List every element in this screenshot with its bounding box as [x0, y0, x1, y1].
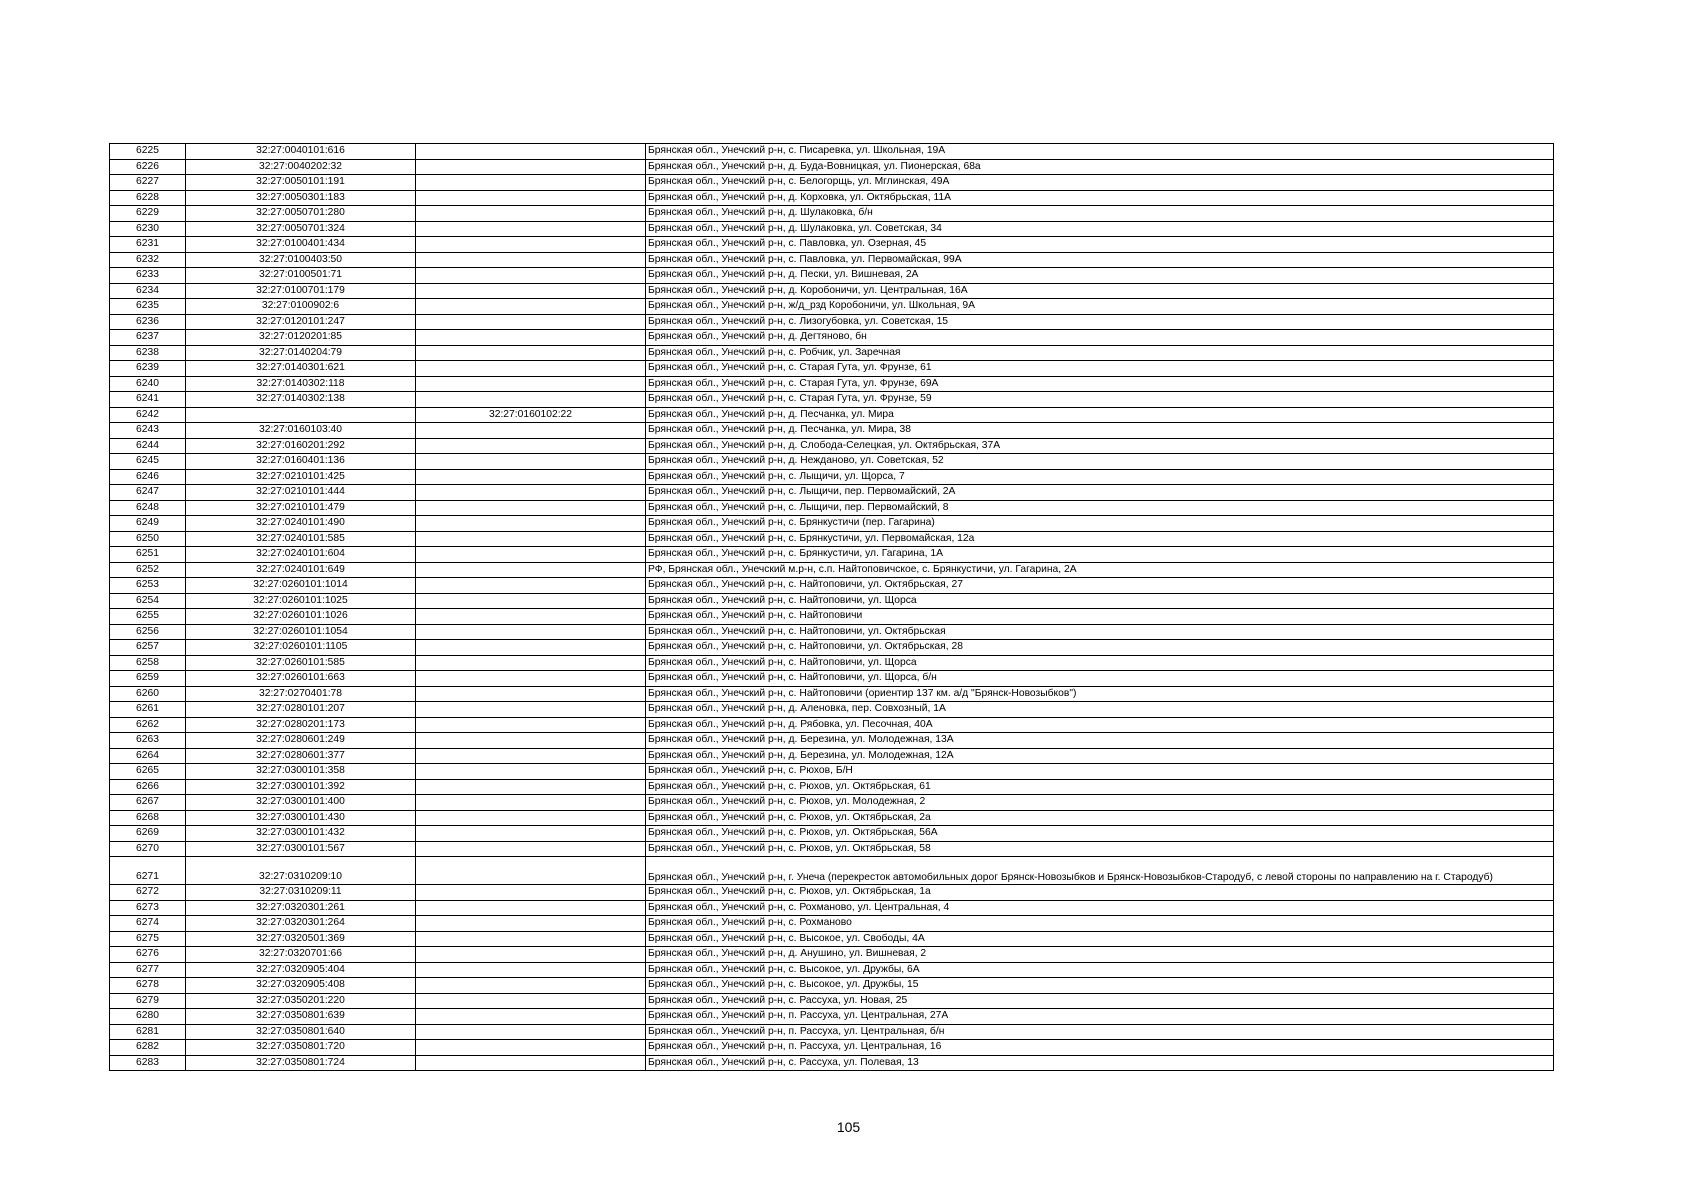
row-number-cell: 6237: [110, 330, 186, 346]
address-cell: Брянская обл., Унечский р-н, с. Лизогубовка, ул. Советская, 15: [646, 314, 1554, 330]
table-row: [110, 469, 1554, 485]
cadastral-number-cell: 32:27:0350801:724: [186, 1055, 416, 1071]
cadastral-number-alt-cell: [416, 686, 646, 702]
address-cell: Брянская обл., Унечский р-н, с. Рюхов, ул. Молодежная, 2: [646, 795, 1554, 811]
table-row: [110, 221, 1554, 237]
row-number-cell: 6282: [110, 1040, 186, 1056]
address-cell: Брянская обл., Унечский р-н, д. Шулаковка, б/н: [646, 206, 1554, 222]
address-cell: Брянская обл., Унечский р-н, с. Лыщичи, пер. Первомайский, 2А: [646, 485, 1554, 501]
cadastral-number-alt-cell: [416, 841, 646, 857]
address-cell: Брянская обл., Унечский р-н, с. Павловка, ул. Озерная, 45: [646, 237, 1554, 253]
table-row: [110, 299, 1554, 315]
cadastral-number-cell: 32:27:0140302:138: [186, 392, 416, 408]
cadastral-number-cell: 32:27:0300101:432: [186, 826, 416, 842]
address-cell: Брянская обл., Унечский р-н, с. Лыщичи, ул. Щорса, 7: [646, 469, 1554, 485]
row-number-cell: 6277: [110, 962, 186, 978]
table-row: [110, 392, 1554, 408]
table-row: [110, 795, 1554, 811]
cadastral-number-alt-cell: [416, 624, 646, 640]
cadastral-number-cell: 32:27:0260101:1026: [186, 609, 416, 625]
address-cell: Брянская обл., Унечский р-н, с. Найтоповичи (ориентир 137 км. а/д "Брянск-Новозыбков"): [646, 686, 1554, 702]
address-cell: Брянская обл., Унечский р-н, с. Старая Гута, ул. Фрунзе, 69А: [646, 376, 1554, 392]
cadastral-number-alt-cell: [416, 159, 646, 175]
table-row: [110, 206, 1554, 222]
row-number-cell: 6248: [110, 500, 186, 516]
cadastral-number-cell: 32:27:0300101:400: [186, 795, 416, 811]
table-row: [110, 748, 1554, 764]
cadastral-number-alt-cell: [416, 962, 646, 978]
cadastral-number-cell: 32:27:0300101:358: [186, 764, 416, 780]
row-number-cell: 6281: [110, 1024, 186, 1040]
cadastral-number-alt-cell: [416, 779, 646, 795]
cadastral-number-alt-cell: [416, 547, 646, 563]
address-cell: Брянская обл., Унечский р-н, д. Дегтяново, бн: [646, 330, 1554, 346]
table-row: [110, 485, 1554, 501]
registry-table-body: [110, 144, 1554, 1071]
address-cell: Брянская обл., Унечский р-н, с. Робчик, ул. Заречная: [646, 345, 1554, 361]
row-number-cell: 6283: [110, 1055, 186, 1071]
address-cell: Брянская обл., Унечский р-н, с. Найтоповичи, ул. Щорса: [646, 655, 1554, 671]
address-cell: Брянская обл., Унечский р-н, с. Рюхов, ул. Октябрьская, 2а: [646, 810, 1554, 826]
cadastral-number-cell: 32:27:0100701:179: [186, 283, 416, 299]
row-number-cell: 6245: [110, 454, 186, 470]
address-cell: Брянская обл., Унечский р-н, с. Брянкустичи, ул. Первомайская, 12а: [646, 531, 1554, 547]
address-cell: Брянская обл., Унечский р-н, с. Найтоповичи, ул. Щорса, б/н: [646, 671, 1554, 687]
address-cell: Брянская обл., Унечский р-н, с. Рассуха, ул. Полевая, 13: [646, 1055, 1554, 1071]
cadastral-number-cell: 32:27:0240101:649: [186, 562, 416, 578]
address-cell: Брянская обл., Унечский р-н, д. Анушино, ул. Вишневая, 2: [646, 947, 1554, 963]
cadastral-number-alt-cell: [416, 931, 646, 947]
table-row: [110, 733, 1554, 749]
row-number-cell: 6264: [110, 748, 186, 764]
cadastral-number-alt-cell: [416, 1024, 646, 1040]
row-number-cell: 6260: [110, 686, 186, 702]
cadastral-number-cell: 32:27:0280601:249: [186, 733, 416, 749]
cadastral-number-cell: 32:27:0350801:720: [186, 1040, 416, 1056]
cadastral-number-cell: 32:27:0120101:247: [186, 314, 416, 330]
address-cell: Брянская обл., Унечский р-н, с. Лыщичи, пер. Первомайский, 8: [646, 500, 1554, 516]
address-cell: Брянская обл., Унечский р-н, с. Рохманово: [646, 916, 1554, 932]
row-number-cell: 6257: [110, 640, 186, 656]
cadastral-number-alt-cell: [416, 993, 646, 1009]
address-cell: Брянская обл., Унечский р-н, п. Рассуха, ул. Центральная, 16: [646, 1040, 1554, 1056]
cadastral-number-alt-cell: [416, 826, 646, 842]
table-row: [110, 562, 1554, 578]
table-row: [110, 516, 1554, 532]
row-number-cell: 6280: [110, 1009, 186, 1025]
cadastral-number-cell: [186, 407, 416, 423]
cadastral-number-cell: 32:27:0210101:425: [186, 469, 416, 485]
cadastral-number-alt-cell: [416, 810, 646, 826]
address-cell: Брянская обл., Унечский р-н, д. Песчанка, ул. Мира: [646, 407, 1554, 423]
cadastral-number-alt-cell: [416, 857, 646, 885]
cadastral-number-alt-cell: [416, 392, 646, 408]
cadastral-number-alt-cell: [416, 640, 646, 656]
cadastral-number-cell: 32:27:0100501:71: [186, 268, 416, 284]
cadastral-number-alt-cell: [416, 717, 646, 733]
table-row: [110, 1009, 1554, 1025]
cadastral-number-cell: 32:27:0240101:585: [186, 531, 416, 547]
cadastral-number-cell: 32:27:0210101:479: [186, 500, 416, 516]
address-cell: Брянская обл., Унечский р-н, с. Найтоповичи: [646, 609, 1554, 625]
row-number-cell: 6261: [110, 702, 186, 718]
cadastral-number-cell: 32:27:0210101:444: [186, 485, 416, 501]
row-number-cell: 6272: [110, 885, 186, 901]
table-row: [110, 531, 1554, 547]
row-number-cell: 6246: [110, 469, 186, 485]
cadastral-number-alt-cell: [416, 283, 646, 299]
table-row: [110, 1055, 1554, 1071]
cadastral-number-alt-cell: [416, 206, 646, 222]
cadastral-number-cell: 32:27:0260101:1105: [186, 640, 416, 656]
row-number-cell: 6268: [110, 810, 186, 826]
row-number-cell: 6228: [110, 190, 186, 206]
cadastral-number-cell: 32:27:0040101:616: [186, 144, 416, 160]
cadastral-number-cell: 32:27:0350801:639: [186, 1009, 416, 1025]
address-cell: Брянская обл., Унечский р-н, с. Павловка, ул. Первомайская, 99А: [646, 252, 1554, 268]
table-row: [110, 330, 1554, 346]
address-cell: Брянская обл., Унечский р-н, д. Березина, ул. Молодежная, 13А: [646, 733, 1554, 749]
cadastral-number-alt-cell: [416, 795, 646, 811]
cadastral-number-alt-cell: 32:27:0160102:22: [416, 407, 646, 423]
table-row: [110, 978, 1554, 994]
address-cell: Брянская обл., Унечский р-н, с. Найтоповичи, ул. Октябрьская, 28: [646, 640, 1554, 656]
row-number-cell: 6265: [110, 764, 186, 780]
table-row: [110, 779, 1554, 795]
cadastral-number-alt-cell: [416, 190, 646, 206]
cadastral-number-alt-cell: [416, 947, 646, 963]
address-cell: Брянская обл., Унечский р-н, с. Рюхов, ул. Октябрьская, 58: [646, 841, 1554, 857]
cadastral-number-cell: 32:27:0300101:392: [186, 779, 416, 795]
address-cell: РФ, Брянская обл., Унечский м.р-н, с.п. Найтоповичское, с. Брянкустичи, ул. Гагарина, 2А: [646, 562, 1554, 578]
cadastral-number-cell: 32:27:0350801:640: [186, 1024, 416, 1040]
cadastral-number-cell: 32:27:0260101:1014: [186, 578, 416, 594]
row-number-cell: 6254: [110, 593, 186, 609]
cadastral-number-alt-cell: [416, 221, 646, 237]
address-cell: Брянская обл., Унечский р-н, с. Рассуха, ул. Новая, 25: [646, 993, 1554, 1009]
table-row: [110, 702, 1554, 718]
table-row: [110, 159, 1554, 175]
row-number-cell: 6256: [110, 624, 186, 640]
cadastral-number-alt-cell: [416, 454, 646, 470]
address-cell: Брянская обл., Унечский р-н, ж/д_рзд Коробоничи, ул. Школьная, 9А: [646, 299, 1554, 315]
cadastral-number-alt-cell: [416, 978, 646, 994]
cadastral-number-cell: 32:27:0140302:118: [186, 376, 416, 392]
cadastral-number-cell: 32:27:0120201:85: [186, 330, 416, 346]
row-number-cell: 6231: [110, 237, 186, 253]
table-row: [110, 578, 1554, 594]
cadastral-number-cell: 32:27:0100401:434: [186, 237, 416, 253]
cadastral-number-alt-cell: [416, 748, 646, 764]
cadastral-number-cell: 32:27:0050301:183: [186, 190, 416, 206]
address-cell: Брянская обл., Унечский р-н, с. Найтоповичи, ул. Октябрьская: [646, 624, 1554, 640]
table-row: [110, 885, 1554, 901]
row-number-cell: 6249: [110, 516, 186, 532]
table-row: [110, 624, 1554, 640]
table-row: [110, 841, 1554, 857]
cadastral-number-alt-cell: [416, 485, 646, 501]
address-cell: Брянская обл., Унечский р-н, г. Унеча (перекресток автомобильных дорог Брянск-Новозыбков и Брянск-Новозыбков-Стародуб, с левой стороны по направлению на г. Стародуб): [646, 857, 1554, 885]
cadastral-number-alt-cell: [416, 314, 646, 330]
table-row: [110, 900, 1554, 916]
row-number-cell: 6247: [110, 485, 186, 501]
address-cell: Брянская обл., Унечский р-н, с. Брянкустичи, ул. Гагарина, 1А: [646, 547, 1554, 563]
cadastral-number-cell: 32:27:0320501:369: [186, 931, 416, 947]
address-cell: Брянская обл., Унечский р-н, д. Буда-Вовницкая, ул. Пионерская, 68а: [646, 159, 1554, 175]
table-row: [110, 609, 1554, 625]
row-number-cell: 6225: [110, 144, 186, 160]
cadastral-number-alt-cell: [416, 330, 646, 346]
address-cell: Брянская обл., Унечский р-н, с. Высокое, ул. Дружбы, 15: [646, 978, 1554, 994]
row-number-cell: 6238: [110, 345, 186, 361]
row-number-cell: 6229: [110, 206, 186, 222]
address-cell: Брянская обл., Унечский р-н, д. Нежданово, ул. Советская, 52: [646, 454, 1554, 470]
address-cell: Брянская обл., Унечский р-н, с. Старая Гута, ул. Фрунзе, 59: [646, 392, 1554, 408]
cadastral-number-alt-cell: [416, 562, 646, 578]
address-cell: Брянская обл., Унечский р-н, с. Белогорщь, ул. Мглинская, 49А: [646, 175, 1554, 191]
table-row: [110, 500, 1554, 516]
address-cell: Брянская обл., Унечский р-н, с. Рюхов, ул. Октябрьская, 1а: [646, 885, 1554, 901]
cadastral-number-cell: 32:27:0310209:10: [186, 857, 416, 885]
table-row: [110, 810, 1554, 826]
cadastral-number-cell: 32:27:0140301:621: [186, 361, 416, 377]
cadastral-number-cell: 32:27:0050101:191: [186, 175, 416, 191]
registry-table: [109, 143, 1554, 1071]
address-cell: Брянская обл., Унечский р-н, с. Найтоповичи, ул. Щорса: [646, 593, 1554, 609]
table-row: [110, 717, 1554, 733]
table-row: [110, 376, 1554, 392]
cadastral-number-cell: 32:27:0280201:173: [186, 717, 416, 733]
row-number-cell: 6244: [110, 438, 186, 454]
table-row: [110, 423, 1554, 439]
cadastral-number-alt-cell: [416, 345, 646, 361]
row-number-cell: 6242: [110, 407, 186, 423]
cadastral-number-cell: 32:27:0160401:136: [186, 454, 416, 470]
row-number-cell: 6250: [110, 531, 186, 547]
row-number-cell: 6266: [110, 779, 186, 795]
row-number-cell: 6269: [110, 826, 186, 842]
cadastral-number-cell: 32:27:0320301:264: [186, 916, 416, 932]
cadastral-number-alt-cell: [416, 500, 646, 516]
table-row: [110, 175, 1554, 191]
address-cell: Брянская обл., Унечский р-н, д. Пески, ул. Вишневая, 2А: [646, 268, 1554, 284]
cadastral-number-alt-cell: [416, 469, 646, 485]
address-cell: Брянская обл., Унечский р-н, с. Высокое, ул. Дружбы, 6А: [646, 962, 1554, 978]
table-row: [110, 962, 1554, 978]
table-row: [110, 252, 1554, 268]
address-cell: Брянская обл., Унечский р-н, с. Высокое, ул. Свободы, 4А: [646, 931, 1554, 947]
address-cell: Брянская обл., Унечский р-н, д. Слобода-Селецкая, ул. Октябрьская, 37А: [646, 438, 1554, 454]
cadastral-number-alt-cell: [416, 299, 646, 315]
row-number-cell: 6230: [110, 221, 186, 237]
cadastral-number-cell: 32:27:0260101:1025: [186, 593, 416, 609]
table-row: [110, 407, 1554, 423]
address-cell: Брянская обл., Унечский р-н, д. Березина, ул. Молодежная, 12А: [646, 748, 1554, 764]
cadastral-number-alt-cell: [416, 1009, 646, 1025]
address-cell: Брянская обл., Унечский р-н, с. Рюхов, Б/Н: [646, 764, 1554, 780]
row-number-cell: 6233: [110, 268, 186, 284]
cadastral-number-alt-cell: [416, 144, 646, 160]
table-row: [110, 993, 1554, 1009]
cadastral-number-alt-cell: [416, 578, 646, 594]
cadastral-number-cell: 32:27:0040202:32: [186, 159, 416, 175]
table-row: [110, 857, 1554, 885]
table-row: [110, 686, 1554, 702]
address-cell: Брянская обл., Унечский р-н, п. Рассуха, ул. Центральная, б/н: [646, 1024, 1554, 1040]
cadastral-number-alt-cell: [416, 531, 646, 547]
row-number-cell: 6276: [110, 947, 186, 963]
cadastral-number-cell: 32:27:0260101:663: [186, 671, 416, 687]
table-row: [110, 283, 1554, 299]
row-number-cell: 6267: [110, 795, 186, 811]
cadastral-number-cell: 32:27:0140204:79: [186, 345, 416, 361]
cadastral-number-alt-cell: [416, 609, 646, 625]
cadastral-number-alt-cell: [416, 423, 646, 439]
row-number-cell: 6235: [110, 299, 186, 315]
address-cell: Брянская обл., Унечский р-н, с. Брянкустичи (пер. Гагарина): [646, 516, 1554, 532]
table-row: [110, 671, 1554, 687]
cadastral-number-cell: 32:27:0280101:207: [186, 702, 416, 718]
cadastral-number-cell: 32:27:0280601:377: [186, 748, 416, 764]
cadastral-number-cell: 32:27:0320701:66: [186, 947, 416, 963]
cadastral-number-cell: 32:27:0240101:490: [186, 516, 416, 532]
table-row: [110, 190, 1554, 206]
table-row: [110, 947, 1554, 963]
cadastral-number-cell: 32:27:0240101:604: [186, 547, 416, 563]
address-cell: Брянская обл., Унечский р-н, д. Шулаковка, ул. Советская, 34: [646, 221, 1554, 237]
address-cell: Брянская обл., Унечский р-н, п. Рассуха, ул. Центральная, 27А: [646, 1009, 1554, 1025]
row-number-cell: 6271: [110, 857, 186, 885]
row-number-cell: 6259: [110, 671, 186, 687]
row-number-cell: 6240: [110, 376, 186, 392]
table-row: [110, 1040, 1554, 1056]
address-cell: Брянская обл., Унечский р-н, с. Рюхов, ул. Октябрьская, 56А: [646, 826, 1554, 842]
row-number-cell: 6226: [110, 159, 186, 175]
cadastral-number-alt-cell: [416, 885, 646, 901]
table-row: [110, 547, 1554, 563]
cadastral-number-cell: 32:27:0300101:567: [186, 841, 416, 857]
cadastral-number-alt-cell: [416, 764, 646, 780]
table-row: [110, 144, 1554, 160]
row-number-cell: 6255: [110, 609, 186, 625]
cadastral-number-alt-cell: [416, 361, 646, 377]
cadastral-number-alt-cell: [416, 516, 646, 532]
table-row: [110, 268, 1554, 284]
cadastral-number-cell: 32:27:0160103:40: [186, 423, 416, 439]
page-number: 105: [836, 1119, 861, 1135]
cadastral-number-alt-cell: [416, 1055, 646, 1071]
cadastral-number-alt-cell: [416, 593, 646, 609]
table-row: [110, 1024, 1554, 1040]
cadastral-number-alt-cell: [416, 438, 646, 454]
table-row: [110, 454, 1554, 470]
address-cell: Брянская обл., Унечский р-н, д. Рябовка, ул. Песочная, 40А: [646, 717, 1554, 733]
cadastral-number-cell: 32:27:0320905:404: [186, 962, 416, 978]
table-row: [110, 916, 1554, 932]
row-number-cell: 6252: [110, 562, 186, 578]
row-number-cell: 6232: [110, 252, 186, 268]
cadastral-number-cell: 32:27:0260101:585: [186, 655, 416, 671]
table-row: [110, 314, 1554, 330]
cadastral-number-alt-cell: [416, 252, 646, 268]
cadastral-number-cell: 32:27:0050701:324: [186, 221, 416, 237]
address-cell: Брянская обл., Унечский р-н, с. Писаревка, ул. Школьная, 19А: [646, 144, 1554, 160]
table-row: [110, 764, 1554, 780]
row-number-cell: 6262: [110, 717, 186, 733]
table-row: [110, 640, 1554, 656]
cadastral-number-cell: 32:27:0100403:50: [186, 252, 416, 268]
cadastral-number-alt-cell: [416, 916, 646, 932]
row-number-cell: 6239: [110, 361, 186, 377]
row-number-cell: 6236: [110, 314, 186, 330]
cadastral-number-cell: 32:27:0050701:280: [186, 206, 416, 222]
cadastral-number-alt-cell: [416, 702, 646, 718]
cadastral-number-cell: 32:27:0160201:292: [186, 438, 416, 454]
cadastral-number-cell: 32:27:0300101:430: [186, 810, 416, 826]
address-cell: Брянская обл., Унечский р-н, д. Коробоничи, ул. Центральная, 16А: [646, 283, 1554, 299]
cadastral-number-alt-cell: [416, 655, 646, 671]
cadastral-number-cell: 32:27:0260101:1054: [186, 624, 416, 640]
row-number-cell: 6241: [110, 392, 186, 408]
row-number-cell: 6258: [110, 655, 186, 671]
table-row: [110, 655, 1554, 671]
address-cell: Брянская обл., Унечский р-н, с. Рохманово, ул. Центральная, 4: [646, 900, 1554, 916]
address-cell: Брянская обл., Унечский р-н, д. Корховка, ул. Октябрьская, 11А: [646, 190, 1554, 206]
cadastral-number-cell: 32:27:0320301:261: [186, 900, 416, 916]
address-cell: Брянская обл., Унечский р-н, д. Аленовка, пер. Совхозный, 1А: [646, 702, 1554, 718]
cadastral-number-cell: 32:27:0270401:78: [186, 686, 416, 702]
row-number-cell: 6273: [110, 900, 186, 916]
row-number-cell: 6270: [110, 841, 186, 857]
row-number-cell: 6243: [110, 423, 186, 439]
table-row: [110, 438, 1554, 454]
table-row: [110, 826, 1554, 842]
cadastral-number-alt-cell: [416, 671, 646, 687]
cadastral-number-cell: 32:27:0310209:11: [186, 885, 416, 901]
row-number-cell: 6278: [110, 978, 186, 994]
cadastral-number-alt-cell: [416, 376, 646, 392]
row-number-cell: 6227: [110, 175, 186, 191]
cadastral-number-cell: 32:27:0320905:408: [186, 978, 416, 994]
row-number-cell: 6263: [110, 733, 186, 749]
row-number-cell: 6275: [110, 931, 186, 947]
cadastral-number-cell: 32:27:0100902:6: [186, 299, 416, 315]
address-cell: Брянская обл., Унечский р-н, с. Старая Гута, ул. Фрунзе, 61: [646, 361, 1554, 377]
row-number-cell: 6279: [110, 993, 186, 1009]
row-number-cell: 6251: [110, 547, 186, 563]
table-row: [110, 593, 1554, 609]
address-cell: Брянская обл., Унечский р-н, с. Рюхов, ул. Октябрьская, 61: [646, 779, 1554, 795]
cadastral-number-alt-cell: [416, 175, 646, 191]
cadastral-number-alt-cell: [416, 733, 646, 749]
table-row: [110, 345, 1554, 361]
row-number-cell: 6253: [110, 578, 186, 594]
table-row: [110, 237, 1554, 253]
table-row: [110, 361, 1554, 377]
cadastral-number-alt-cell: [416, 237, 646, 253]
row-number-cell: 6274: [110, 916, 186, 932]
table-row: [110, 931, 1554, 947]
address-cell: Брянская обл., Унечский р-н, д. Песчанка, ул. Мира, 38: [646, 423, 1554, 439]
cadastral-number-alt-cell: [416, 268, 646, 284]
cadastral-number-cell: 32:27:0350201:220: [186, 993, 416, 1009]
cadastral-number-alt-cell: [416, 900, 646, 916]
address-cell: Брянская обл., Унечский р-н, с. Найтоповичи, ул. Октябрьская, 27: [646, 578, 1554, 594]
row-number-cell: 6234: [110, 283, 186, 299]
cadastral-number-alt-cell: [416, 1040, 646, 1056]
